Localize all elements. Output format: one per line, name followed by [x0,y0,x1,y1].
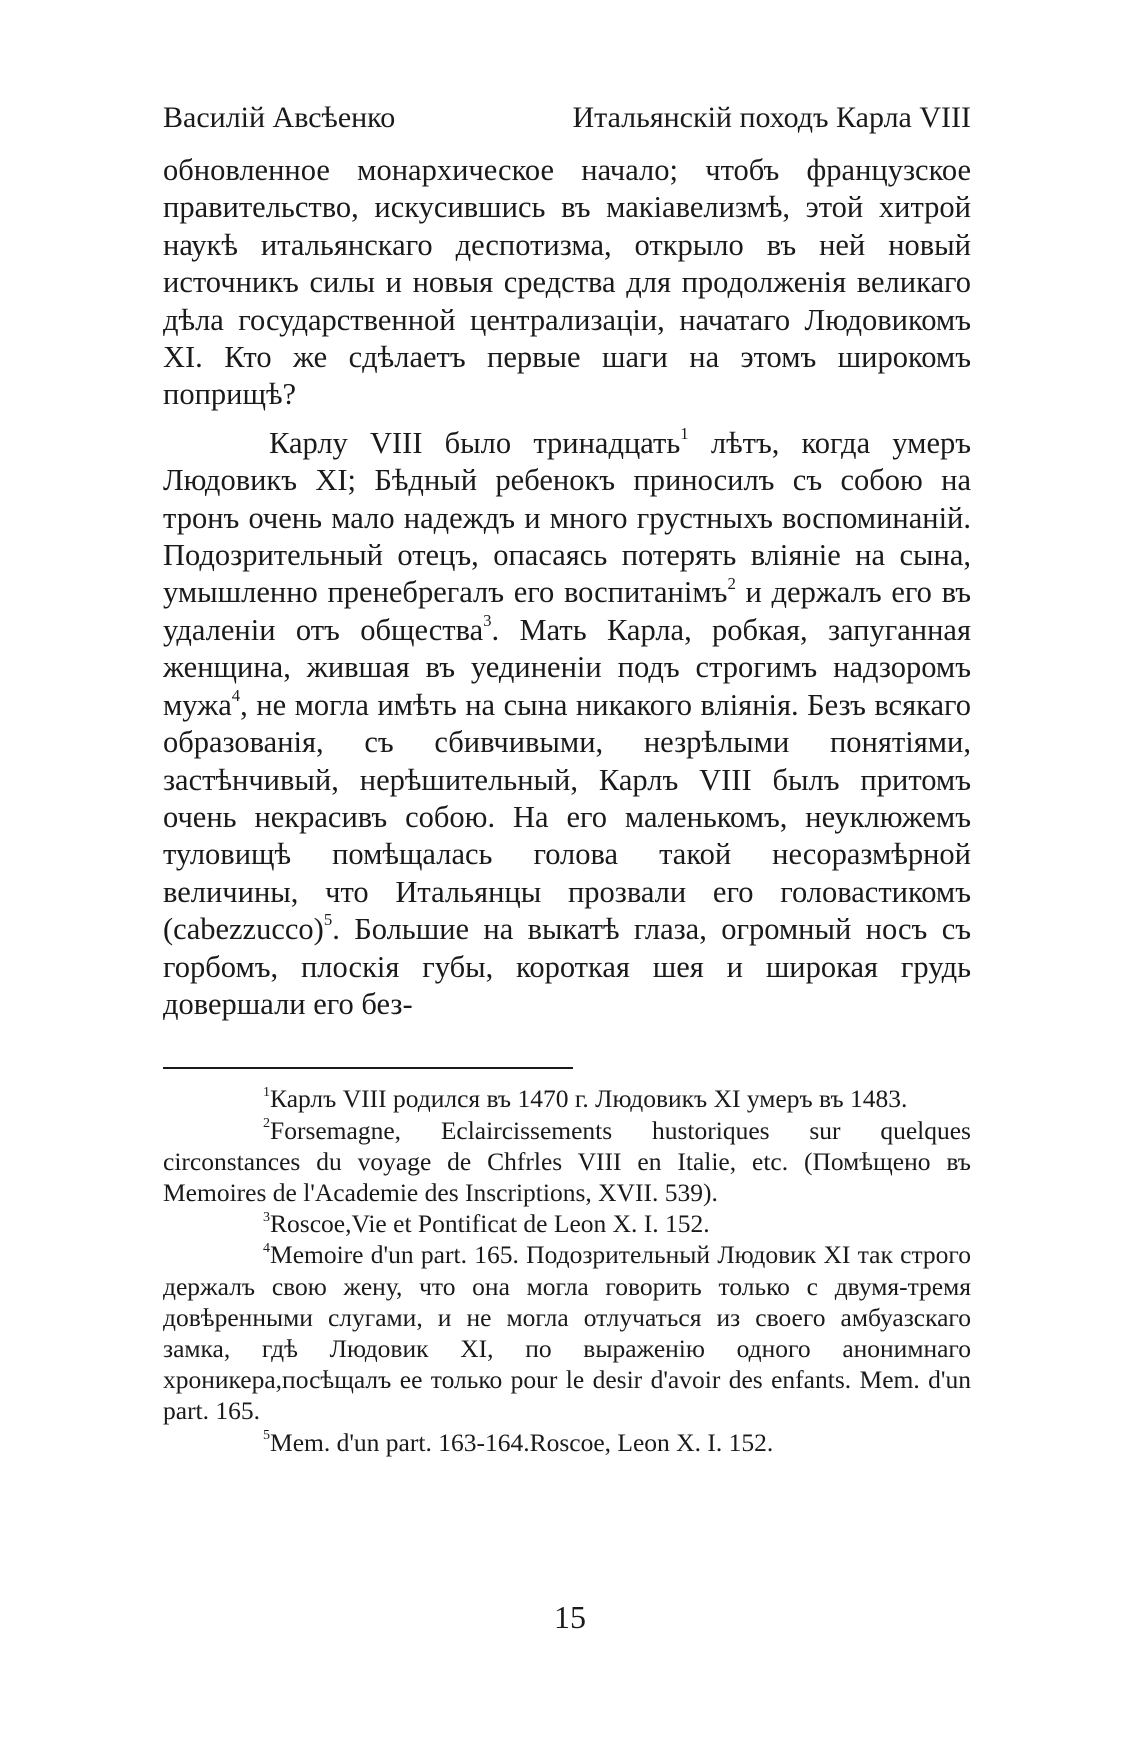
footnote-3 [163,1208,971,1239]
paragraph-2-segment: . Большие на выкатѣ глаза, огромный носъ съ горбомъ, плоскія губы, короткая шея и широкая грудь довершали его без- [163,912,971,1021]
footnote-ref-4: 4 [231,686,241,706]
footnote-2 [163,1115,971,1209]
paragraph-2-segment: и держалъ его въ удаленіи отъ общества [163,575,971,647]
footnote-5 [163,1427,971,1458]
main-text [163,152,971,1023]
footnote-number: 3 [263,1209,271,1225]
paragraph-2-segment: , не могла имѣть на сына никакого вліянія. Безъ всякаго образованія, съ сбивчивыми, незрѣлыми понятіями, застѣнчивый, нерѣшительный, Карлъ VIII былъ притомъ очень некрасивъ собою. На его маленькомъ, неуклюжемъ туловищѣ помѣщалась голова такой несоразмѣрной величины, что Итальянцы прозвали его головастикомъ (cabezzucco) [163,687,971,947]
footnote-ref-3: 3 [483,611,492,631]
footnote-text: Forsemagne, Eclaircissements hustoriques sur quelques circonstances du voyage de Chfrles VIII en Italie, etc. (Помѣщено въ Memoires de l'Academie des Inscriptions, XVII. 539). [163,1115,971,1207]
footnote-text: Карлъ VIII родился въ 1470 г. Людовикъ XI умеръ въ 1483. [270,1084,908,1114]
footnote-number: 4 [263,1240,271,1256]
footnote-number: 1 [263,1084,271,1100]
header-author: Василій Авсѣенко [163,101,396,134]
footnote-ref-5: 5 [323,910,333,930]
footnote-4 [163,1239,971,1426]
header-title: Итальянскій походъ Карла VIII [572,101,971,134]
paragraph-2 [163,425,971,1024]
footnote-ref-1: 1 [680,424,689,444]
footnote-text: Memoire d'un part. 165. Подозрительный Людовик XI так строго держалъ свою жену, что она могла говорить только с двумя-тремя довѣренными слугами, и не могла отлучаться из своего амбуазскаго замка, гдѣ Людовик XI, по выраженію одного анонимнаго хроникера,посѣщалъ ее только pour le desir d'avoir des enfants. Mem. d'un part. 165. [163,1240,971,1426]
footnote-1 [163,1083,971,1114]
footnote-text: Mem. d'un part. 163-164.Roscoe, Leon X. I. 152. [270,1427,774,1457]
footnotes [163,1083,971,1457]
paragraph-2-segment: . Мать Карла, робкая, запуганная женщина, жившая въ уединеніи подъ строгимъ надзоромъ мужа [163,612,971,722]
footnote-number: 5 [263,1427,271,1443]
paragraph-2-segment: лѣтъ, когда умеръ Людовикъ XI; Бѣдный ребенокъ приносилъ съ собою на тронъ очень мало надеждъ и много грустныхъ воспоминаній. Подозрительный отецъ, опасаясь потерять вліяніе на сына, умышленно пренебрегалъ его воспитанімъ [163,425,971,610]
footnote-number: 2 [263,1115,271,1131]
book-page [163,96,971,1458]
footnote-text: Roscoe,Vie et Pontificat de Leon X. I. 152. [270,1209,710,1239]
footnote-divider [163,1067,573,1069]
paragraph-2-segment: Карлу VIII было тринадцать [269,425,681,460]
paragraph-1: обновленное монархическое начало; чтобъ французское правительство, искусившись въ макіавелизмѣ, этой хитрой наукѣ итальянскаго деспотизма, открыло въ ней новый источникъ силы и новыя средства для продолженія великаго дѣла государственной централизаціи, начатаго Людовикомъ XI. Кто же сдѣлаетъ первые шаги на этомъ широкомъ поприщѣ? [163,153,971,412]
page-number: 15 [554,1599,586,1635]
running-header [163,96,971,140]
footnote-ref-2: 2 [727,573,736,593]
